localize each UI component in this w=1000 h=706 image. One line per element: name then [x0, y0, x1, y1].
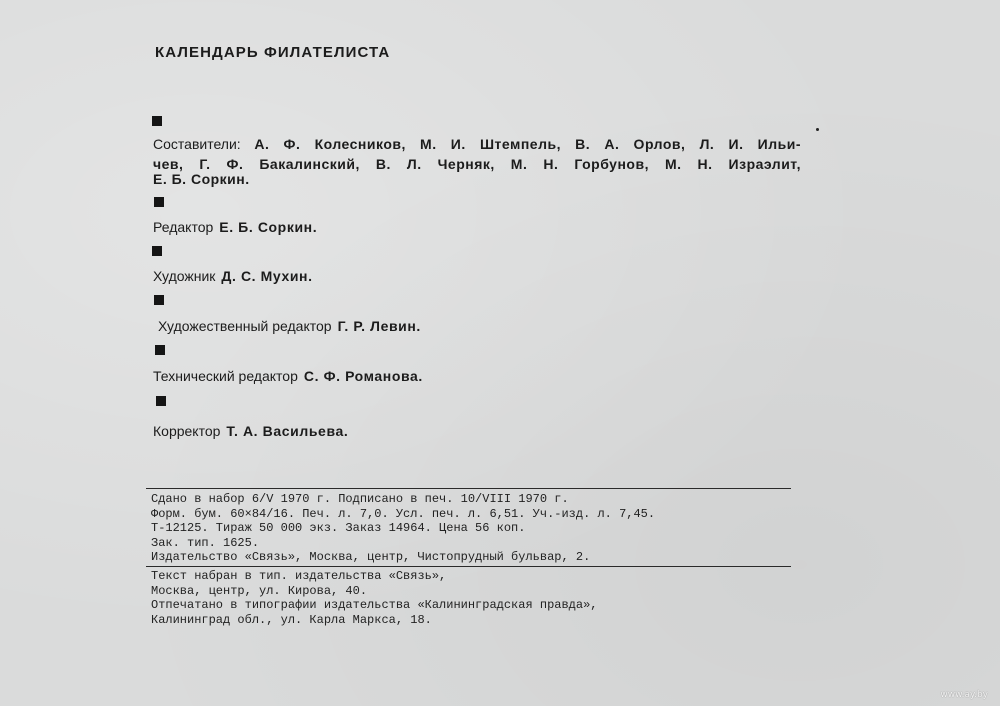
credit-role: Корректор	[153, 423, 221, 439]
divider-top	[146, 488, 791, 489]
imprint-block-1	[151, 492, 655, 565]
imprint-line: Издательство «Связь», Москва, центр, Чистопрудный бульвар, 2.	[151, 550, 591, 564]
compilers-line-1	[153, 134, 801, 154]
credit-tech-editor	[153, 366, 423, 386]
credit-editor	[153, 217, 317, 237]
credit-name: Е. Б. Соркин.	[219, 219, 318, 235]
imprint-line: Отпечатано в типографии издательства «Калининградская правда»,	[151, 598, 598, 612]
bullet-marker	[155, 345, 165, 355]
credit-artist	[153, 266, 313, 286]
watermark: www.ay.by	[940, 690, 988, 700]
compilers-line-2: чев, Г. Ф. Бакалинский, В. Л. Черняк, М. Н. Горбунов, М. Н. Израэлит,	[153, 156, 801, 172]
credit-role: Художественный редактор	[158, 318, 332, 334]
divider-middle	[146, 566, 791, 567]
credit-name: Т. А. Васильева.	[226, 423, 349, 439]
imprint-line: Т-12125. Тираж 50 000 экз. Заказ 14964. Цена 56 коп.	[151, 521, 526, 535]
credit-role: Редактор	[153, 219, 214, 235]
compilers-names-1: А. Ф. Колесников, М. И. Штемпель, В. А. Орлов, Л. И. Ильи-	[254, 136, 801, 152]
bullet-marker	[154, 197, 164, 207]
imprint-line: Форм. бум. 60×84/16. Печ. л. 7,0. Усл. печ. л. 6,51. Уч.-изд. л. 7,45.	[151, 506, 656, 521]
page-title: КАЛЕНДАРЬ ФИЛАТЕЛИСТА	[155, 44, 391, 61]
imprint-line: Текст набран в тип. издательства «Связь»,	[151, 569, 447, 583]
credit-name: Г. Р. Левин.	[337, 318, 421, 334]
imprint-block-2	[151, 569, 597, 627]
imprint-line: Зак. тип. 1625.	[151, 535, 260, 550]
credit-proofreader	[153, 421, 348, 441]
imprint-line: Калининград обл., ул. Карла Маркса, 18.	[151, 612, 432, 627]
credit-art-editor	[158, 316, 421, 336]
bullet-marker	[156, 396, 166, 406]
print-speck	[816, 128, 819, 131]
imprint-line: Москва, центр, ул. Кирова, 40.	[151, 583, 368, 598]
compilers-role: Составители:	[153, 136, 241, 152]
credit-role: Художник	[153, 268, 216, 284]
credit-role: Технический редактор	[153, 368, 298, 384]
credit-name: С. Ф. Романова.	[303, 368, 423, 384]
bullet-marker	[154, 295, 164, 305]
credit-name: Д. С. Мухин.	[221, 268, 313, 284]
bullet-marker	[152, 116, 162, 126]
bullet-marker	[152, 246, 162, 256]
imprint-line: Сдано в набор 6/V 1970 г. Подписано в печ. 10/VIII 1970 г.	[151, 492, 569, 506]
compilers-line-3: Е. Б. Соркин.	[153, 171, 250, 187]
